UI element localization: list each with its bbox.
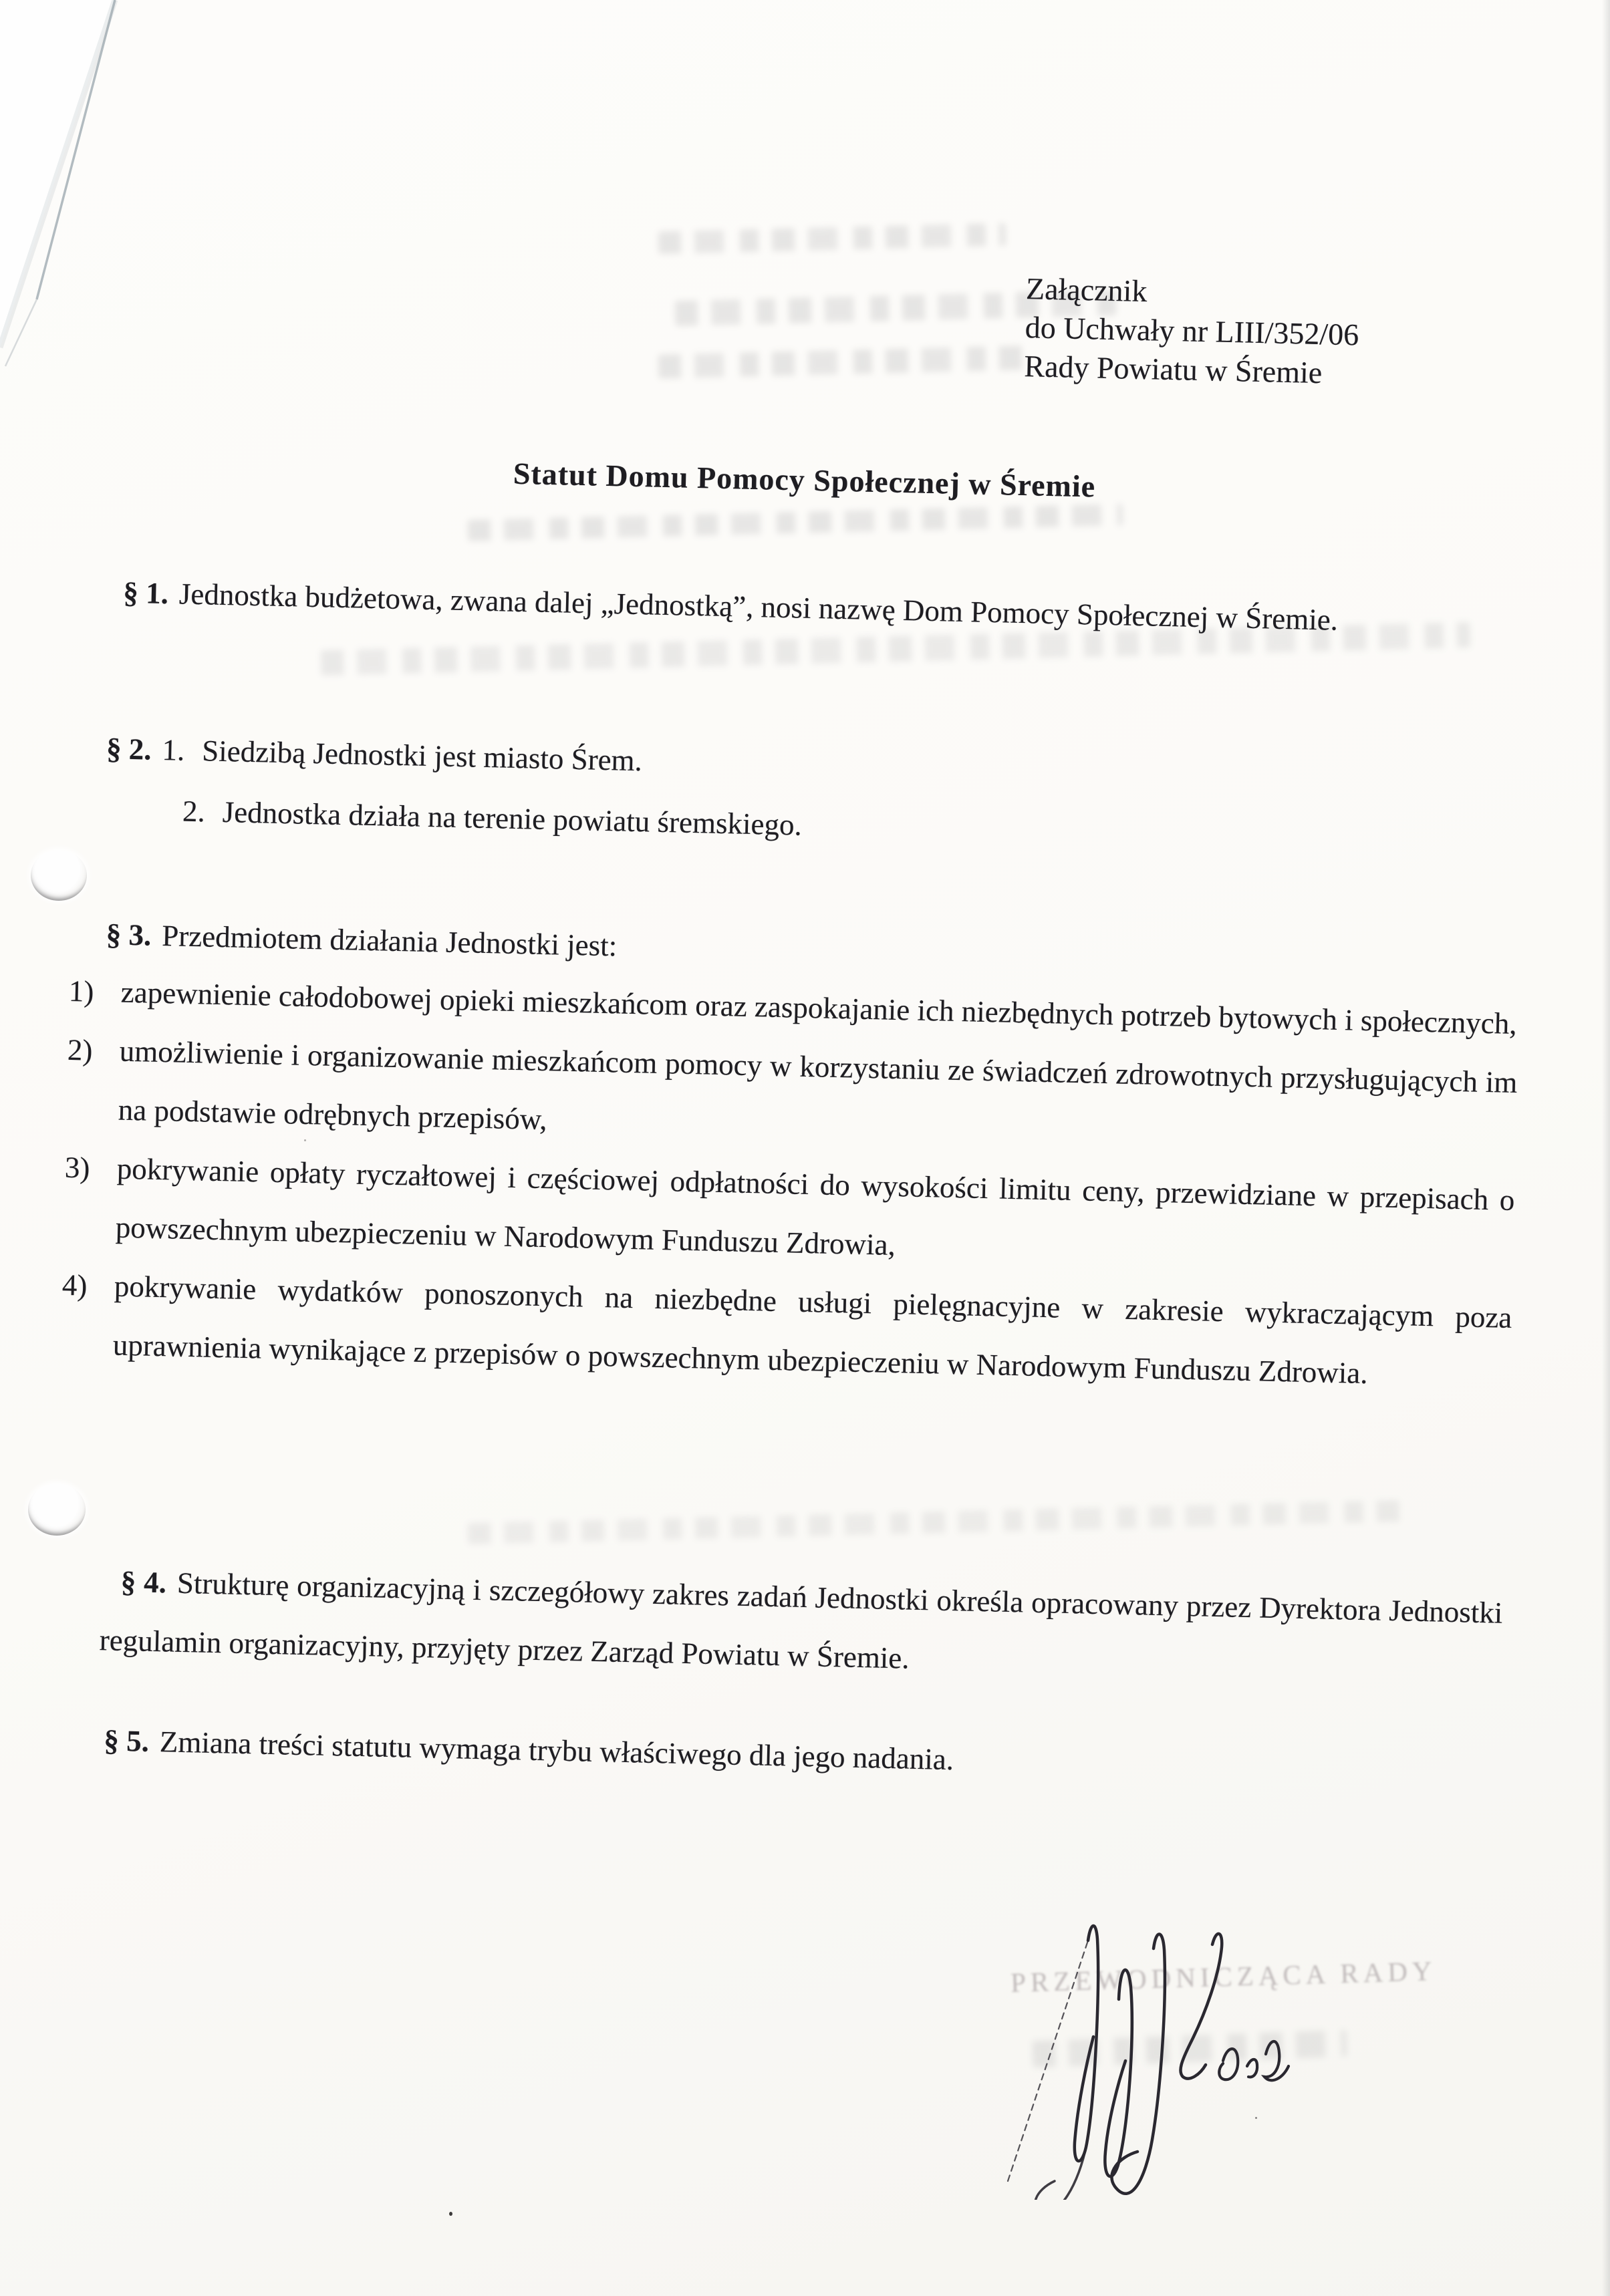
list-item-text: pokrywanie wydatków ponoszonych na niezbędne usługi pielęgnacyjne w zakresie wykraczającym poza uprawnienia wynikające z przepisów o powszechnym ubezpieczeniu w Narodowym Funduszu Zdrowia. <box>112 1269 1512 1391</box>
section-marker: § 3. <box>106 917 152 952</box>
subitem-number: 2. <box>182 794 206 829</box>
dust-speck <box>1255 2117 1257 2119</box>
paragraph-text: Jednostka budżetowa, zwana dalej „Jednostką”, nosi nazwę Dom Pomocy Społecznej w Śremie. <box>178 577 1339 637</box>
paragraph-text: Siedzibą Jednostki jest miasto Śrem. <box>201 734 643 778</box>
list-item-text: umożliwienie i organizowanie mieszkańcom pomocy w korzystaniu ze świadczeń zdrowotnych przysługujących im na podstawie odrębnych przepisów, <box>118 1034 1518 1137</box>
list-item-number: 4) <box>61 1268 88 1302</box>
list-item-number: 3) <box>64 1150 90 1185</box>
paragraph-2-line-1 <box>106 732 643 777</box>
list-item-text: pokrywanie opłaty ryczałtowej i częściowej odpłatności do wysokości limitu ceny, przewidziane w przepisach o powszechnym ubezpieczeniu w Narodowym Funduszu Zdrowia, <box>115 1151 1515 1262</box>
paragraph-text: Przedmiotem działania Jednostki jest: <box>161 919 618 963</box>
section-marker: § 4. <box>120 1564 167 1600</box>
document-title: Statut Domu Pomocy Społecznej w Śremie <box>513 456 1096 504</box>
handwritten-signature <box>988 1906 1295 2200</box>
list-item-text: zapewnienie całodobowej opieki mieszkańcom oraz zaspokajanie ich niezbędnych potrzeb bytowych i społecznych, <box>120 975 1518 1041</box>
section-marker: § 1. <box>122 575 169 611</box>
list-item-number: 1) <box>68 974 94 1008</box>
scan-edge-shadow <box>1602 0 1610 2296</box>
dust-speck <box>304 1139 306 1141</box>
paragraph-text: Jednostka działa na terenie powiatu śremskiego. <box>222 795 803 842</box>
paragraph-2-line-2 <box>182 795 802 842</box>
attachment-note-line: Załącznik <box>1025 271 1148 309</box>
paragraph-text: Zmiana treści statutu wymaga trybu właściwego dla jego nadania. <box>159 1725 954 1777</box>
attachment-note <box>1024 269 1360 393</box>
section-marker: § 2. <box>106 732 152 766</box>
section-marker: § 5. <box>103 1723 150 1758</box>
dust-speck <box>449 2212 452 2216</box>
ghost-stamp-title: PRZEWODNICZĄCA RADY <box>1010 1955 1438 1998</box>
subitem-number: 1. <box>162 732 185 767</box>
paragraph-text: Strukturę organizacyjną i szczegółowy zakres zadań Jednostki określa opracowany przez Dyrektora Jednostki regulamin organizacyjny, przyjęty przez Zarząd Powiatu w Śremie. <box>99 1566 1503 1675</box>
attachment-note-line: Rady Powiatu w Śremie <box>1023 349 1323 390</box>
paragraph-1 <box>100 563 1524 654</box>
list-item-number: 2) <box>67 1032 93 1067</box>
paragraph-4 <box>99 1552 1503 1701</box>
paragraph-5 <box>103 1711 1506 1802</box>
attachment-note-line: do Uchwały nr LIII/352/06 <box>1025 310 1359 352</box>
numbered-list <box>60 962 1519 1406</box>
